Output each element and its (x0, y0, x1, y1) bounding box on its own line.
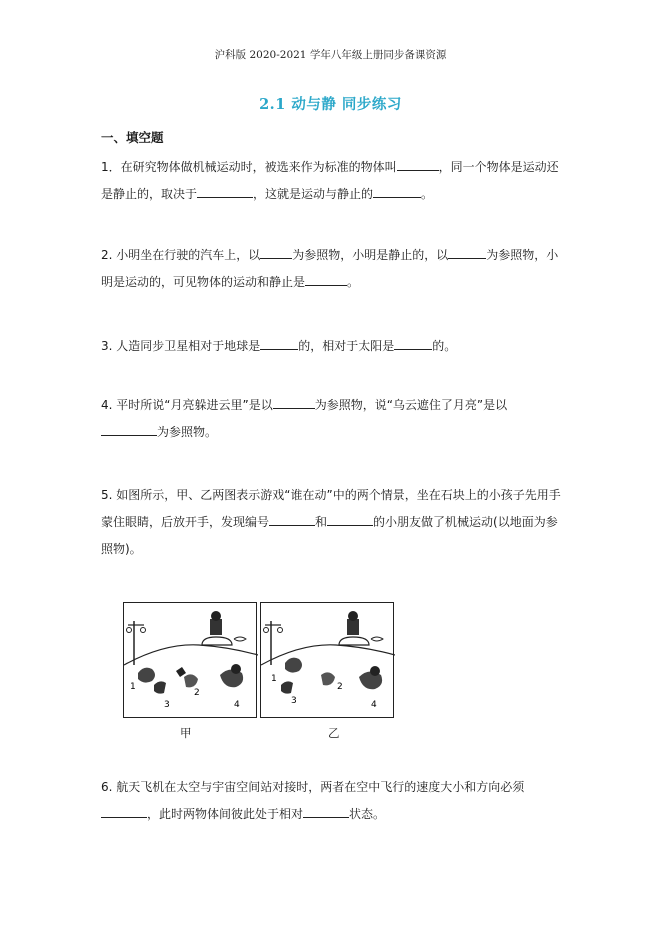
q6-text-a: 6. 航天飞机在太空与宇宙空间站对接时，两者在空中飞行的速度大小和方向必须 (101, 780, 525, 794)
q6-blank-1[interactable] (101, 804, 147, 818)
panel-right (260, 602, 394, 718)
figure-label-jia: 甲 (180, 726, 192, 740)
question-3 (101, 333, 563, 360)
q1-blank-2[interactable] (197, 184, 253, 198)
svg-text:1: 1 (271, 674, 277, 684)
q2-text-d: 。 (347, 275, 360, 289)
q1-text-a: 1．在研究物体做机械运动时，被选来作为标准的物体叫 (101, 160, 397, 174)
q6-blank-2[interactable] (303, 804, 349, 818)
q1-text-d: 。 (421, 187, 434, 201)
q3-blank-2[interactable] (394, 336, 432, 350)
q6-text-c: 状态。 (349, 807, 386, 821)
q2-blank-1[interactable] (260, 245, 292, 259)
q6-text-b: ，此时两物体间彼此处于相对 (147, 807, 304, 821)
figure-label-yi: 乙 (328, 726, 340, 740)
question-5 (101, 482, 563, 563)
q1-blank-1[interactable] (397, 157, 439, 171)
q2-blank-2[interactable] (448, 245, 486, 259)
section-heading: 一、填空题 (101, 130, 164, 145)
q2-text-c: 为参照物，小明是运动的，可见物体的运动和静止是 (101, 248, 559, 289)
q1-text-c: ，这就是运动与静止的 (253, 187, 374, 201)
page-header: 沪科版 2020-2021 学年八年级上册同步备课资源 (214, 49, 447, 61)
q5-blank-2[interactable] (327, 512, 373, 526)
q4-text-a: 4. 平时所说“月亮躲进云里”是以 (101, 398, 273, 412)
q3-text-c: 的。 (432, 339, 457, 353)
page-title: 2.1 动与静 同步练习 (259, 96, 402, 113)
panel-left (123, 602, 257, 718)
question-4 (101, 392, 563, 446)
q4-text-c: 为参照物。 (157, 425, 218, 439)
svg-text:1: 1 (130, 682, 136, 692)
svg-text:2: 2 (337, 682, 343, 692)
q5-text-a: 5. 如图所示，甲、乙两图表示游戏“谁在动”中的两个情景，坐在石块上的小孩子先用手蒙住眼睛，后放开手，发现编号 (101, 488, 561, 529)
svg-text:4: 4 (234, 700, 240, 710)
svg-text:4: 4 (371, 700, 377, 710)
q5-text-c: 的小朋友做了机械运动(以地面为参照物)。 (101, 515, 558, 556)
q4-text-b: 为参照物，说“乌云遮住了月亮”是以 (314, 398, 508, 412)
q1-blank-3[interactable] (373, 184, 421, 198)
q1-text-b: ，同一个物体是运动还是静止的，取决于 (101, 160, 559, 201)
svg-text:2: 2 (194, 688, 200, 698)
q3-blank-1[interactable] (260, 336, 298, 350)
q2-blank-3[interactable] (305, 272, 347, 286)
q4-blank-1[interactable] (273, 395, 315, 409)
q5-blank-1[interactable] (269, 512, 315, 526)
q2-text-a: 2. 小明坐在行驶的汽车上，以 (101, 248, 261, 262)
q4-blank-2[interactable] (101, 422, 157, 436)
question-6 (101, 774, 563, 828)
q3-text-b: 的，相对于太阳是 (298, 339, 395, 353)
q3-text-a: 3. 人造同步卫星相对于地球是 (101, 339, 261, 353)
q5-text-b: 和 (315, 515, 328, 529)
question-2 (101, 242, 563, 296)
game-illustration (123, 602, 405, 742)
svg-text:3: 3 (164, 700, 170, 710)
question-1 (101, 154, 563, 208)
q2-text-b: 为参照物，小明是静止的，以 (292, 248, 449, 262)
svg-text:3: 3 (291, 696, 297, 706)
